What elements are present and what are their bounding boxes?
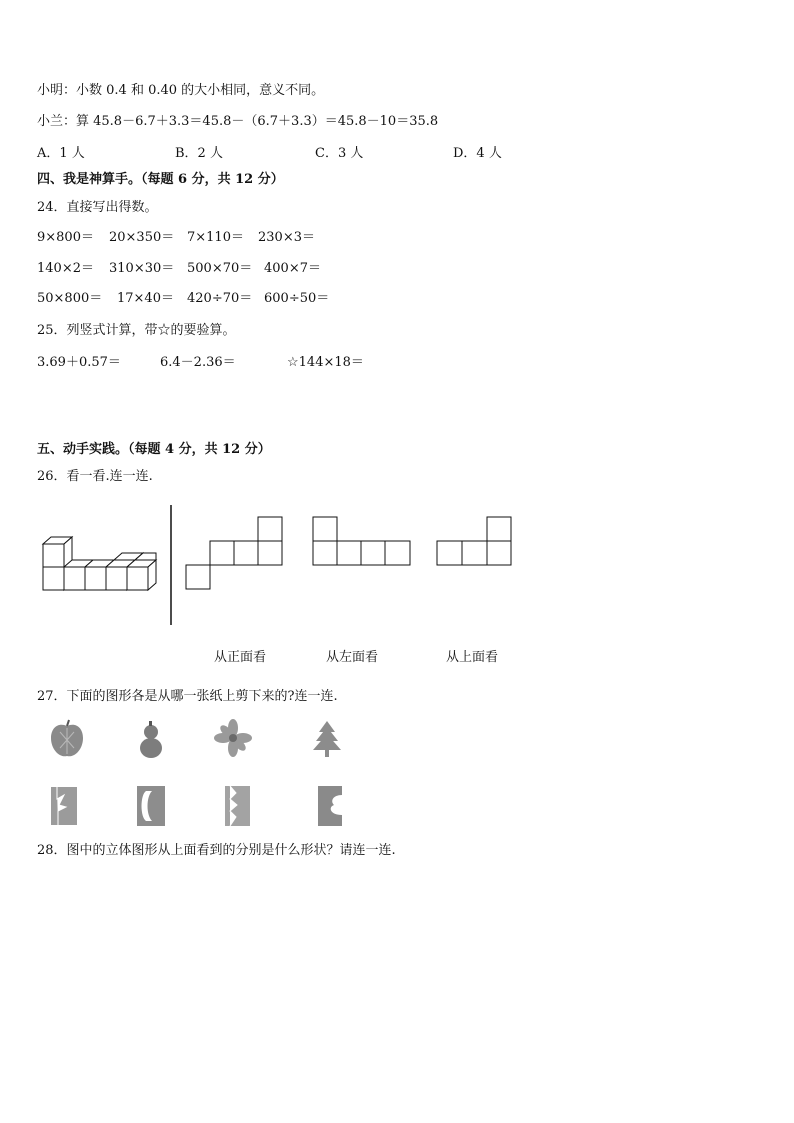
xiaolan-line: 小兰：算 45.8－6.7＋3.3＝45.8－（6.7＋3.3）＝45.8－10＝35.8 [37,114,439,129]
q24-item: 140×2＝ [37,261,94,276]
q27-prompt: 27．下面的图形各是从哪一张纸上剪下来的?连一连. [37,689,338,704]
section5-heading: 五、动手实践。（每题 4 分，共 12 分） [37,442,271,457]
flower-icon [214,719,252,757]
q24-item: 400×7＝ [264,261,321,276]
q24-item: 9×800＝ [37,230,94,245]
view-label-top: 从上面看 [446,650,499,665]
q24-item: 17×40＝ [117,291,174,306]
paper-cut-icon [318,786,342,826]
q25-item: 6.4－2.36＝ [160,355,236,370]
q27-shapes-row [40,718,370,763]
q26-prompt: 26．看一看.连一连. [37,469,153,484]
q24-item: 7×110＝ [187,230,244,245]
q25-item: 3.69＋0.57＝ [37,355,121,370]
section4-heading: 四、我是神算手。（每题 6 分，共 12 分） [37,172,284,187]
cube-stack-figure [43,537,156,590]
q24-prompt: 24．直接写出得数。 [37,200,158,215]
q24-item: 230×3＝ [258,230,315,245]
option-d: D．4 人 [453,146,502,161]
paper-cut-icon [137,786,165,826]
tree-icon [313,721,341,757]
q24-item: 20×350＝ [109,230,175,245]
apple-icon [51,720,83,756]
view-label-front: 从正面看 [214,650,267,665]
q24-item: 600÷50＝ [264,291,330,306]
q24-item: 420÷70＝ [187,291,253,306]
view-label-left: 从左面看 [326,650,379,665]
view-figure-3 [437,517,511,565]
q27-papers-row [40,783,370,833]
paper-cut-icon [51,787,77,825]
option-c: C．3 人 [315,146,364,161]
q24-item: 50×800＝ [37,291,103,306]
xiaoming-line: 小明：小数 0.4 和 0.40 的大小相同，意义不同。 [37,83,325,98]
q26-figure [30,500,530,635]
q25-item: ☆144×18＝ [287,355,364,370]
option-b: B．2 人 [175,146,223,161]
paper-cut-icon [225,786,250,826]
gourd-icon [140,721,162,758]
q24-item: 500×70＝ [187,261,253,276]
q25-prompt: 25．列竖式计算，带☆的要验算。 [37,323,236,338]
q28-prompt: 28．图中的立体图形从上面看到的分别是什么形状？请连一连. [37,843,396,858]
option-a: A．1 人 [37,146,85,161]
q24-item: 310×30＝ [109,261,175,276]
view-figure-1 [186,517,282,589]
view-figure-2 [313,517,410,565]
